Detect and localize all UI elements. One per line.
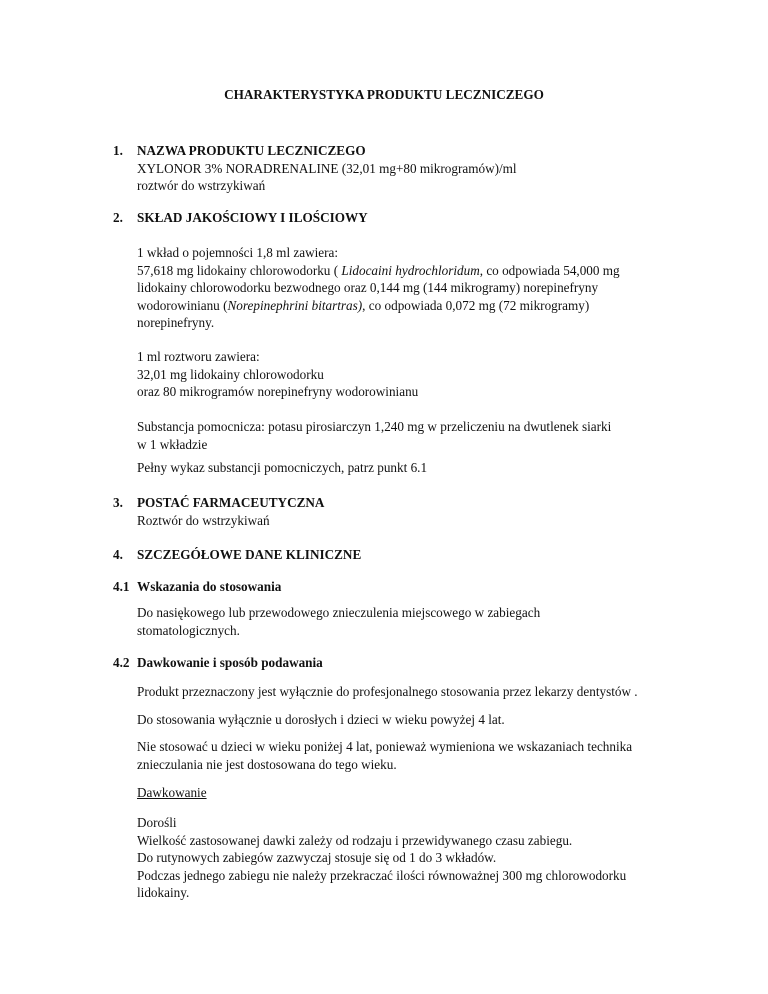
excipient-line: Substancja pomocnicza: potasu pirosiarczyn 1,240 mg w przeliczeniu na dwutlenek siarki [137, 419, 612, 434]
indications-line: stomatologicznych. [137, 622, 240, 638]
per-ml-line: 1 ml roztworu zawiera: [137, 349, 260, 364]
adult-dosage-line: Do rutynowych zabiegów zazwyczaj stosuje się od 1 do 3 wkładów. [137, 850, 497, 865]
dosage-subheading: Dawkowanie [137, 785, 207, 800]
section-3-heading: POSTAĆ FARMACEUTYCZNA [137, 495, 325, 510]
document-title: CHARAKTERYSTYKA PRODUKTU LECZNICZEGO [224, 87, 544, 102]
section-4-1-number: 4.1 [113, 579, 130, 594]
latin-name: Norepinephrini bitartras) [227, 297, 363, 313]
latin-name: Lidocaini hydrochloridum [341, 262, 480, 278]
section-1-number: 1. [113, 143, 123, 158]
pharmaceutical-form: Roztwór do wstrzykiwań [137, 512, 270, 528]
section-4-1-heading: Wskazania do stosowania [137, 579, 282, 594]
composition-paragraph [137, 244, 620, 332]
dosage-paragraph-age: Do stosowania wyłącznie u dorosłych i dzieci w wieku powyżej 4 lat. [137, 712, 505, 727]
excipient-paragraph [137, 418, 611, 453]
per-ml-line: oraz 80 mikrogramów norepinefryny wodorowinianu [137, 384, 419, 399]
adult-dosage-line: Wielkość zastosowanej dawki zależy od rodzaju i przewidywanego czasu zabiegu. [137, 832, 573, 848]
composition-line: 57,618 mg lidokainy chlorowodorku ( Lidocaini hydrochloridum, co odpowiada 54,000 mg [137, 262, 620, 278]
dosage-paragraph-children [137, 738, 632, 773]
dosage-paragraph-professional: Produkt przeznaczony jest wyłącznie do profesjonalnego stosowania przez lekarzy dentystów . [137, 684, 638, 699]
section-4-heading: SZCZEGÓŁOWE DANE KLINICZNE [137, 547, 362, 562]
section-4-2-number: 4.2 [113, 655, 130, 670]
composition-line: wodorowinianu (Norepinephrini bitartras), co odpowiada 0,072 mg (72 mikrogramy) [137, 297, 590, 313]
excipient-line: w 1 wkładzie [137, 436, 208, 452]
excipient-reference: Pełny wykaz substancji pomocniczych, patrz punkt 6.1 [137, 460, 428, 475]
section-3-number: 3. [113, 495, 123, 510]
per-ml-paragraph [137, 348, 418, 401]
adult-dosage-line: Podczas jednego zabiegu nie należy przekraczać ilości równoważnej 300 mg chlorowodorku [137, 867, 627, 883]
composition-line: 1 wkład o pojemności 1,8 ml zawiera: [137, 245, 339, 260]
composition-line: lidokainy chlorowodorku bezwodnego oraz 0,144 mg (144 mikrogramy) norepinefryny [137, 280, 599, 295]
adult-dosage-line: lidokainy. [137, 885, 190, 900]
adult-dosage-line: Dorośli [137, 815, 177, 830]
composition-line: norepinefryny. [137, 315, 215, 330]
section-2-heading: SKŁAD JAKOŚCIOWY I ILOŚCIOWY [137, 210, 368, 225]
section-2-number: 2. [113, 210, 123, 225]
dosage-line: Nie stosować u dzieci w wieku poniżej 4 lat, ponieważ wymieniona we wskazaniach technika [137, 739, 633, 754]
indications-paragraph [137, 604, 540, 639]
product-form-line: roztwór do wstrzykiwań [137, 178, 266, 193]
section-4-number: 4. [113, 547, 123, 562]
product-name-line: XYLONOR 3% NORADRENALINE (32,01 mg+80 mikrogramów)/ml [137, 160, 517, 176]
adult-dosage-paragraph [137, 814, 626, 902]
dosage-line: znieczulania nie jest dostosowana do tego wieku. [137, 756, 397, 772]
section-4-2-heading: Dawkowanie i sposób podawania [137, 655, 323, 670]
indications-line: Do nasiękowego lub przewodowego znieczulenia miejscowego w zabiegach [137, 605, 541, 620]
section-1-heading: NAZWA PRODUKTU LECZNICZEGO [137, 143, 366, 158]
per-ml-line: 32,01 mg lidokainy chlorowodorku [137, 366, 324, 382]
